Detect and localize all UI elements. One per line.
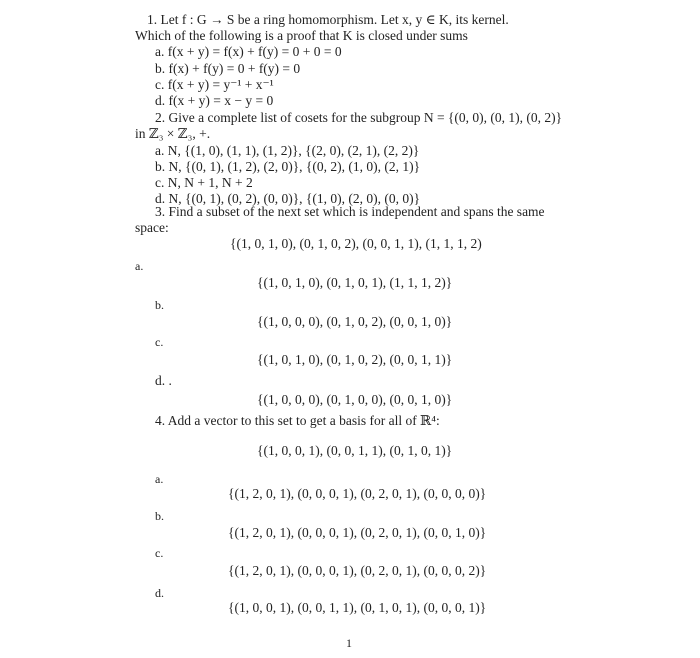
- q2-stem: 2. Give a complete list of cosets for the subgroup N = {(0, 0), (0, 1), (0, 2)}: [155, 110, 563, 125]
- q2-option-d: d. N, {(0, 1), (0, 2), (0, 0)}, {(1, 0), (2, 0), (0, 0)}: [155, 191, 421, 206]
- q2-option-a: a. N, {(1, 0), (1, 1), (1, 2)}, {(2, 0), (2, 1), (2, 2)}: [155, 143, 420, 158]
- q4-option-b: {(1, 2, 0, 1), (0, 0, 0, 1), (0, 2, 0, 1), (0, 0, 1, 0)}: [228, 525, 487, 540]
- q3-option-c: {(1, 0, 1, 0), (0, 1, 0, 2), (0, 0, 1, 1)}: [257, 352, 453, 367]
- q3-option-a: {(1, 0, 1, 0), (0, 1, 0, 1), (1, 1, 1, 2)}: [257, 275, 453, 290]
- q3-stem: 3. Find a subset of the next set which is independent and spans the same: [155, 204, 545, 219]
- q3-option-b-label: b.: [155, 298, 164, 312]
- q1-option-a: a. f(x + y) = f(x) + f(y) = 0 + 0 = 0: [155, 44, 342, 59]
- q1-stem-cont: Which of the following is a proof that K is closed under sums: [135, 28, 468, 43]
- q3-option-b: {(1, 0, 0, 0), (0, 1, 0, 2), (0, 0, 1, 0)}: [257, 314, 453, 329]
- q4-option-c-label: c.: [155, 546, 164, 560]
- q4-stem: 4. Add a vector to this set to get a basis for all of ℝ⁴:: [155, 413, 440, 428]
- q1-stem: 1. Let f : G → S be a ring homomorphism. Let x, y ∈ K, its kernel.: [147, 12, 509, 27]
- q3-stem-cont: space:: [135, 220, 169, 235]
- q3-option-a-label: a.: [135, 259, 144, 273]
- q1-option-b: b. f(x) + f(y) = 0 + f(y) = 0: [155, 61, 301, 76]
- q1-option-c: c. f(x + y) = y⁻¹ + x⁻¹: [155, 77, 274, 92]
- page-number: 1: [346, 636, 352, 650]
- q4-option-d-label: d.: [155, 586, 164, 600]
- q2-stem-cont: in ℤ₃ × ℤ₃, +.: [135, 126, 211, 141]
- q4-option-b-label: b.: [155, 509, 164, 523]
- q3-option-d: {(1, 0, 0, 0), (0, 1, 0, 0), (0, 0, 1, 0)}: [257, 392, 453, 407]
- q3-option-c-label: c.: [155, 335, 164, 349]
- q3-option-d-label: d. .: [155, 373, 172, 388]
- q3-set: {(1, 0, 1, 0), (0, 1, 0, 2), (0, 0, 1, 1), (1, 1, 1, 2): [230, 236, 482, 251]
- q4-option-d: {(1, 0, 0, 1), (0, 0, 1, 1), (0, 1, 0, 1), (0, 0, 0, 1)}: [228, 600, 487, 615]
- q2-option-c: c. N, N + 1, N + 2: [155, 175, 253, 190]
- q1-option-d: d. f(x + y) = x − y = 0: [155, 93, 274, 108]
- q4-option-a: {(1, 2, 0, 1), (0, 0, 0, 1), (0, 2, 0, 1), (0, 0, 0, 0)}: [228, 486, 487, 501]
- q4-set: {(1, 0, 0, 1), (0, 0, 1, 1), (0, 1, 0, 1)}: [257, 443, 453, 458]
- q2-option-b: b. N, {(0, 1), (1, 2), (2, 0)}, {(0, 2), (1, 0), (2, 1)}: [155, 159, 421, 174]
- q4-option-c: {(1, 2, 0, 1), (0, 0, 0, 1), (0, 2, 0, 1), (0, 0, 0, 2)}: [228, 563, 487, 578]
- q4-option-a-label: a.: [155, 472, 164, 486]
